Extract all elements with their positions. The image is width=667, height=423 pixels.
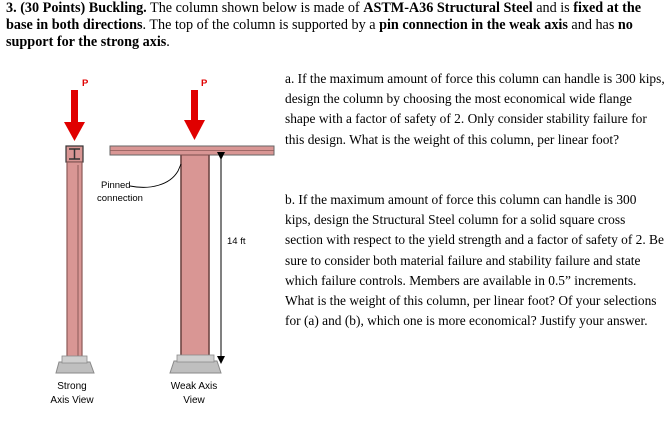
strong-caption-line2: Axis View: [50, 395, 94, 406]
problem-text-1: The column shown below is made of: [150, 0, 360, 16]
strong-axis-caption: [34, 380, 110, 408]
weak-caption-line1: Weak Axis: [170, 381, 218, 392]
problem-text-3: . The top of the column is supported by a: [142, 17, 376, 33]
strong-load-arrow: [64, 90, 85, 141]
problem-pin-weak: pin connection in the weak axis: [379, 17, 568, 33]
weak-fixed-base: [170, 355, 221, 373]
problem-no-support: no support for the strong axis: [6, 17, 633, 50]
problem-text-4: and has: [571, 17, 615, 33]
height-label: 14 ft: [227, 236, 246, 247]
weak-axis-caption: [154, 380, 234, 408]
weak-load-arrow: [184, 90, 205, 140]
weak-caption-line2: View: [183, 395, 205, 406]
pinned-label-line1: Pinned: [101, 180, 131, 191]
weak-column: [181, 155, 209, 360]
problem-points: (30 Points): [20, 0, 86, 16]
part-a-text: a. If the maximum amount of force this column can handle is 300 kips, design the column by choosing the most economical wide flange shape with a factor of safety of 2. Only consider stability failure for this design. What is the weight of this column, per linear foot?: [285, 71, 665, 147]
strong-column: [67, 162, 82, 360]
problem-title: Buckling.: [88, 0, 147, 16]
pinned-label-line2: connection: [97, 193, 143, 204]
strong-fixed-base: [56, 356, 94, 373]
problem-number: 3.: [6, 0, 17, 16]
strong-top-flange-icon: [66, 146, 83, 162]
pinned-leader-line: [130, 164, 181, 187]
problem-text-2: and is: [536, 0, 570, 16]
weak-load-label: P: [201, 78, 208, 89]
problem-text-5: .: [166, 34, 170, 50]
strong-caption-line1: Strong: [57, 381, 87, 392]
part-b-text: b. If the maximum amount of force this column can handle is 300 kips, design the Structural Steel column for a solid square cross section with respect to the yield strength and a factor of safety of 2. Be sure to consider both material failure and stability failure and state which failure controls. Members are available in 0.5” increments. What is the weight of this column, per linear foot? Of your selections for (a) and (b), which one is more economical? Justify your answer.: [285, 192, 664, 329]
strong-load-label: P: [82, 78, 89, 89]
problem-fixed-base: fixed at the base in both directions: [6, 0, 642, 33]
problem-material: ASTM-A36 Structural Steel: [363, 0, 533, 16]
